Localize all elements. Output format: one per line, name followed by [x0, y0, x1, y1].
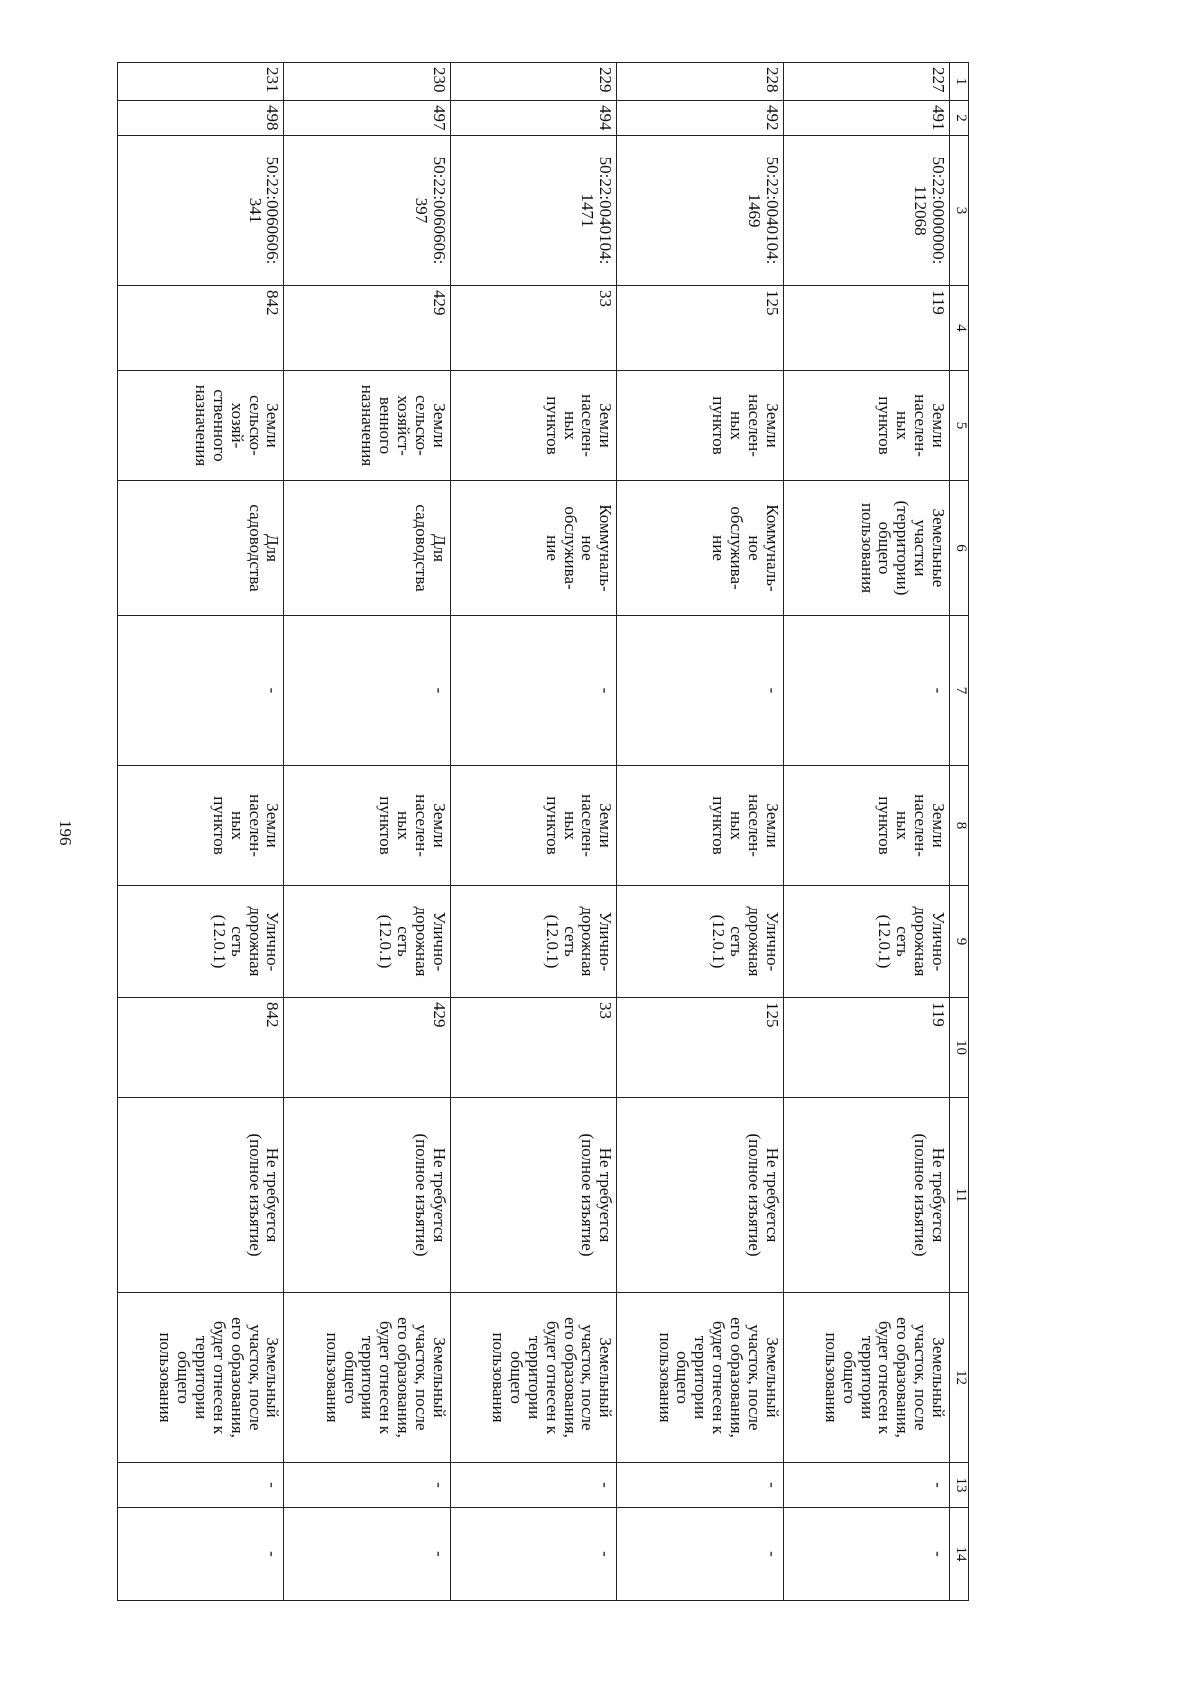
permitted-use-cell: Коммуналь- ное обслужива- ние	[450, 481, 616, 616]
table-body	[118, 63, 950, 1601]
purpose-note-cell: Земельный участок, после его образования, будет отнесен к территории общего пользования	[617, 1293, 783, 1463]
purpose-note-cell: Земельный участок, после его образования, будет отнесен к территории общего пользования	[118, 1293, 284, 1463]
new-area-cell: 429	[284, 998, 450, 1098]
table-row	[783, 63, 949, 1601]
permitted-use-cell: Для садоводства	[118, 481, 284, 616]
encumbrance-cell: -	[284, 616, 450, 766]
column-header-11: 11	[950, 1098, 969, 1293]
col14-cell: -	[450, 1508, 616, 1601]
new-permitted-use-cell: Улично- дорожная сеть (12.0.1)	[284, 886, 450, 998]
row-index-cell: 228	[617, 63, 783, 101]
area-cell: 125	[617, 286, 783, 371]
seizure-note-cell: Не требуется (полное изъятие)	[118, 1098, 284, 1293]
land-category-cell: Земли сельско- хозяй- ственного назначения	[118, 371, 284, 481]
page-number: 196	[56, 820, 75, 846]
column-header-9: 9	[950, 886, 969, 998]
encumbrance-cell: -	[118, 616, 284, 766]
column-header-2: 2	[950, 101, 969, 136]
new-land-category-cell: Земли населен- ных пунктов	[617, 766, 783, 886]
encumbrance-cell: -	[783, 616, 949, 766]
cadastral-number-cell: 50:22:0060606: 341	[118, 136, 284, 286]
new-area-cell: 842	[118, 998, 284, 1098]
col13-cell: -	[783, 1463, 949, 1508]
new-area-cell: 119	[783, 998, 949, 1098]
col14-cell: -	[783, 1508, 949, 1601]
land-category-cell: Земли населен- ных пунктов	[783, 371, 949, 481]
area-cell: 842	[118, 286, 284, 371]
seizure-note-cell: Не требуется (полное изъятие)	[783, 1098, 949, 1293]
plot-number-cell: 494	[450, 101, 616, 136]
table-row	[118, 63, 284, 1601]
plot-number-cell: 491	[783, 101, 949, 136]
new-land-category-cell: Земли населен- ных пунктов	[783, 766, 949, 886]
permitted-use-cell: Земельные участки (территории) общего пользования	[783, 481, 949, 616]
plot-number-cell: 492	[617, 101, 783, 136]
table-row	[284, 63, 450, 1601]
permitted-use-cell: Коммуналь- ное обслужива- ние	[617, 481, 783, 616]
purpose-note-cell: Земельный участок, после его образования, будет отнесен к территории общего пользования	[450, 1293, 616, 1463]
table-row	[450, 63, 616, 1601]
column-header-7: 7	[950, 616, 969, 766]
column-header-10: 10	[950, 998, 969, 1098]
land-plots-table	[117, 62, 969, 1601]
encumbrance-cell: -	[450, 616, 616, 766]
column-header-3: 3	[950, 136, 969, 286]
table-row	[617, 63, 783, 1601]
land-category-cell: Земли сельско- хозяйст- венного назначения	[284, 371, 450, 481]
table-container	[117, 62, 969, 1600]
permitted-use-cell: Для садоводства	[284, 481, 450, 616]
new-permitted-use-cell: Улично- дорожная сеть (12.0.1)	[118, 886, 284, 998]
row-index-cell: 231	[118, 63, 284, 101]
col13-cell: -	[118, 1463, 284, 1508]
new-permitted-use-cell: Улично- дорожная сеть (12.0.1)	[450, 886, 616, 998]
col13-cell: -	[284, 1463, 450, 1508]
column-header-12: 12	[950, 1293, 969, 1463]
seizure-note-cell: Не требуется (полное изъятие)	[617, 1098, 783, 1293]
column-header-8: 8	[950, 766, 969, 886]
area-cell: 429	[284, 286, 450, 371]
new-area-cell: 125	[617, 998, 783, 1098]
cadastral-number-cell: 50:22:0040104: 1471	[450, 136, 616, 286]
row-index-cell: 230	[284, 63, 450, 101]
new-land-category-cell: Земли населен- ных пунктов	[284, 766, 450, 886]
row-index-cell: 227	[783, 63, 949, 101]
cadastral-number-cell: 50:22:0040104: 1469	[617, 136, 783, 286]
purpose-note-cell: Земельный участок, после его образования, будет отнесен к территории общего пользования	[783, 1293, 949, 1463]
col14-cell: -	[617, 1508, 783, 1601]
encumbrance-cell: -	[617, 616, 783, 766]
land-category-cell: Земли населен- ных пунктов	[450, 371, 616, 481]
column-header-5: 5	[950, 371, 969, 481]
column-header-14: 14	[950, 1508, 969, 1601]
new-land-category-cell: Земли населен- ных пунктов	[450, 766, 616, 886]
column-number-row	[950, 63, 969, 1601]
new-land-category-cell: Земли населен- ных пунктов	[118, 766, 284, 886]
area-cell: 119	[783, 286, 949, 371]
col14-cell: -	[284, 1508, 450, 1601]
column-header-13: 13	[950, 1463, 969, 1508]
column-header-4: 4	[950, 286, 969, 371]
seizure-note-cell: Не требуется (полное изъятие)	[284, 1098, 450, 1293]
col13-cell: -	[450, 1463, 616, 1508]
cadastral-number-cell: 50:22:0000000: 112068	[783, 136, 949, 286]
col13-cell: -	[617, 1463, 783, 1508]
purpose-note-cell: Земельный участок, после его образования, будет отнесен к территории общего пользования	[284, 1293, 450, 1463]
new-permitted-use-cell: Улично- дорожная сеть (12.0.1)	[617, 886, 783, 998]
land-category-cell: Земли населен- ных пунктов	[617, 371, 783, 481]
column-header-1: 1	[950, 63, 969, 101]
plot-number-cell: 498	[118, 101, 284, 136]
area-cell: 33	[450, 286, 616, 371]
cadastral-number-cell: 50:22:0060606: 397	[284, 136, 450, 286]
row-index-cell: 229	[450, 63, 616, 101]
new-area-cell: 33	[450, 998, 616, 1098]
seizure-note-cell: Не требуется (полное изъятие)	[450, 1098, 616, 1293]
new-permitted-use-cell: Улично- дорожная сеть (12.0.1)	[783, 886, 949, 998]
plot-number-cell: 497	[284, 101, 450, 136]
col14-cell: -	[118, 1508, 284, 1601]
column-header-6: 6	[950, 481, 969, 616]
rotated-table-area	[117, 62, 969, 1600]
